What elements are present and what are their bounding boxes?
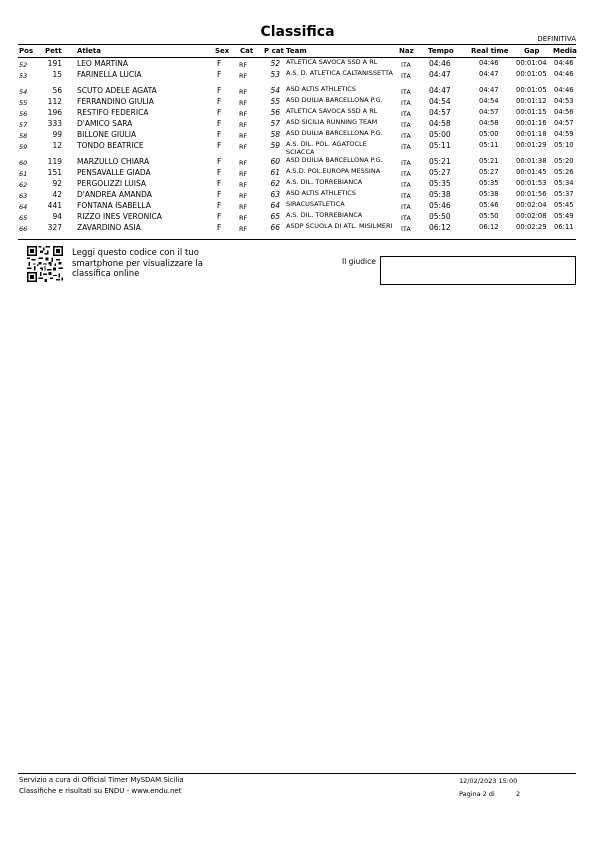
col-pcat: P cat [264, 47, 284, 55]
real-time-cell: 06:12 [479, 223, 499, 231]
athlete-cell: LEO MARTINA [77, 59, 129, 68]
gap-cell: 00:01:05 [516, 70, 547, 78]
position-cell: 60 [19, 159, 28, 167]
time-cell: 05:35 [429, 179, 451, 188]
position-cell: 54 [19, 88, 28, 96]
sex-cell: F [217, 190, 222, 199]
pace-cell: 04:59 [554, 130, 574, 138]
category-position-cell: 66 [270, 223, 280, 232]
athlete-cell: BILLONE GIULIA [77, 130, 137, 139]
table-row [0, 223, 595, 239]
qr-description: Leggi questo codice con il tuo smartphone per visualizzare la classifica online [72, 248, 203, 279]
bib-cell: 92 [52, 179, 62, 188]
category-position-cell: 57 [270, 119, 280, 128]
position-cell: 53 [19, 72, 28, 80]
position-cell: 65 [19, 214, 28, 222]
col-sex: Sex [215, 47, 230, 55]
category-cell: RF [239, 159, 248, 167]
pace-cell: 04:46 [554, 70, 574, 78]
time-cell: 05:21 [429, 157, 451, 166]
col-pett: Pett [45, 47, 62, 55]
results-table [0, 59, 595, 239]
gap-cell: 00:01:12 [516, 97, 547, 105]
category-position-cell: 55 [270, 97, 280, 106]
pace-cell: 04:57 [554, 119, 574, 127]
time-cell: 05:38 [429, 190, 451, 199]
pace-cell: 05:26 [554, 168, 574, 176]
athlete-cell: FERRANDINO GIULIA [77, 97, 154, 106]
bib-cell: 56 [52, 86, 62, 95]
athlete-cell: FONTANA ISABELLA [77, 201, 151, 210]
bib-cell: 42 [52, 190, 62, 199]
time-cell: 05:46 [429, 201, 451, 210]
sex-cell: F [217, 223, 222, 232]
gap-cell: 00:02:04 [516, 201, 547, 209]
team-cell: ASD DUILIA BARCELLONA P.G. [286, 156, 383, 164]
gap-cell: 00:01:53 [516, 179, 547, 187]
category-position-cell: 58 [270, 130, 280, 139]
sex-cell: F [217, 97, 222, 106]
category-cell: RF [239, 214, 248, 222]
position-cell: 63 [19, 192, 28, 200]
bib-cell: 15 [52, 70, 62, 79]
position-cell: 56 [19, 110, 28, 118]
pace-cell: 04:46 [554, 86, 574, 94]
col-gap: Gap [524, 47, 540, 55]
gap-cell: 00:01:29 [516, 141, 547, 149]
category-position-cell: 62 [270, 179, 280, 188]
footer-service: Servizio a cura di Official Timer MySDAM Sicilia [19, 776, 184, 784]
bib-cell: 333 [47, 119, 62, 128]
time-cell: 05:11 [429, 141, 451, 150]
category-cell: RF [239, 203, 248, 211]
bib-cell: 151 [47, 168, 62, 177]
nationality-cell: ITA [401, 88, 411, 96]
bib-cell: 196 [47, 108, 62, 117]
table-header [0, 47, 595, 57]
team-cell: A.S. DIL. TORREBIANCA [286, 211, 363, 219]
nationality-cell: ITA [401, 225, 411, 233]
col-team: Team [286, 47, 307, 55]
category-cell: RF [239, 181, 248, 189]
category-position-cell: 60 [270, 157, 280, 166]
athlete-cell: PENSAVALLE GIADA [77, 168, 151, 177]
athlete-cell: PERGOLIZZI LUISA [77, 179, 146, 188]
gap-cell: 00:01:04 [516, 59, 547, 67]
category-cell: RF [239, 88, 248, 96]
category-position-cell: 56 [270, 108, 280, 117]
category-position-cell: 64 [270, 201, 280, 210]
team-cell: A.S.D. POL.EUROPA MESSINA [286, 167, 381, 175]
athlete-cell: RESTIFO FEDERICA [77, 108, 149, 117]
pace-cell: 06:11 [554, 223, 574, 231]
athlete-cell: SCUTO ADELE AGATA [77, 86, 157, 95]
sex-cell: F [217, 108, 222, 117]
sex-cell: F [217, 130, 222, 139]
position-cell: 59 [19, 143, 28, 151]
athlete-cell: MARZULLO CHIARA [77, 157, 150, 166]
time-cell: 04:47 [429, 86, 451, 95]
sex-cell: F [217, 157, 222, 166]
pace-cell: 05:49 [554, 212, 574, 220]
category-cell: RF [239, 143, 248, 151]
category-position-cell: 53 [270, 70, 280, 79]
pace-cell: 04:46 [554, 59, 574, 67]
nationality-cell: ITA [401, 203, 411, 211]
team-cell: ASD DUILIA BARCELLONA P.G. [286, 129, 383, 137]
gap-cell: 00:01:38 [516, 157, 547, 165]
real-time-cell: 05:00 [479, 130, 499, 138]
bib-cell: 191 [47, 59, 62, 68]
sex-cell: F [217, 179, 222, 188]
category-cell: RF [239, 99, 248, 107]
category-cell: RF [239, 170, 248, 178]
real-time-cell: 04:47 [479, 70, 499, 78]
gap-cell: 00:01:05 [516, 86, 547, 94]
real-time-cell: 05:46 [479, 201, 499, 209]
position-cell: 52 [19, 61, 28, 69]
team-cell: A.S. D. ATLETICA CALTANISSETTA [286, 69, 393, 77]
col-cat: Cat [240, 47, 254, 55]
nationality-cell: ITA [401, 61, 411, 69]
bib-cell: 327 [47, 223, 62, 232]
real-time-cell: 04:54 [479, 97, 499, 105]
nationality-cell: ITA [401, 159, 411, 167]
gap-cell: 00:01:56 [516, 190, 547, 198]
gap-cell: 00:02:29 [516, 223, 547, 231]
nationality-cell: ITA [401, 72, 411, 80]
position-cell: 61 [19, 170, 28, 178]
bib-cell: 441 [47, 201, 62, 210]
status-label: DEFINITIVA [537, 35, 576, 43]
bib-cell: 112 [47, 97, 62, 106]
col-tempo: Tempo [428, 47, 454, 55]
category-position-cell: 61 [270, 168, 280, 177]
position-cell: 64 [19, 203, 28, 211]
position-cell: 66 [19, 225, 28, 233]
team-cell: ASD ALTIS ATHLETICS [286, 85, 356, 93]
category-cell: RF [239, 132, 248, 140]
real-time-cell: 05:11 [479, 141, 499, 149]
real-time-cell: 05:27 [479, 168, 499, 176]
category-cell: RF [239, 110, 248, 118]
sex-cell: F [217, 168, 222, 177]
top-divider [18, 44, 576, 45]
real-time-cell: 05:50 [479, 212, 499, 220]
sex-cell: F [217, 212, 222, 221]
team-cell: ASD DUILIA BARCELLONA P.G. [286, 96, 383, 104]
pace-cell: 05:20 [554, 157, 574, 165]
footer-datetime: 12/02/2023 15:00 [459, 777, 518, 785]
sex-cell: F [217, 119, 222, 128]
time-cell: 04:46 [429, 59, 451, 68]
category-position-cell: 65 [270, 212, 280, 221]
pace-cell: 05:37 [554, 190, 574, 198]
bib-cell: 99 [52, 130, 62, 139]
bottom-divider [18, 239, 576, 240]
nationality-cell: ITA [401, 132, 411, 140]
page-title: Classifica [260, 24, 335, 40]
sex-cell: F [217, 59, 222, 68]
real-time-cell: 05:38 [479, 190, 499, 198]
athlete-cell: RIZZO INES VERONICA [77, 212, 162, 221]
athlete-cell: ZAVARDINO ASIA [77, 223, 141, 232]
pace-cell: 05:34 [554, 179, 574, 187]
sex-cell: F [217, 141, 222, 150]
real-time-cell: 05:21 [479, 157, 499, 165]
category-cell: RF [239, 192, 248, 200]
judge-label: Il giudice [342, 257, 376, 266]
gap-cell: 00:02:08 [516, 212, 547, 220]
gap-cell: 00:01:16 [516, 119, 547, 127]
nationality-cell: ITA [401, 170, 411, 178]
bib-cell: 119 [47, 157, 62, 166]
nationality-cell: ITA [401, 99, 411, 107]
team-cell: A.S. DIL. TORREBIANCA [286, 178, 363, 186]
time-cell: 05:27 [429, 168, 451, 177]
time-cell: 04:57 [429, 108, 451, 117]
real-time-cell: 04:58 [479, 119, 499, 127]
sex-cell: F [217, 86, 222, 95]
sex-cell: F [217, 201, 222, 210]
pace-cell: 04:53 [554, 97, 574, 105]
nationality-cell: ITA [401, 181, 411, 189]
footer-page-total: 2 [516, 790, 521, 798]
time-cell: 04:47 [429, 70, 451, 79]
col-pos: Pos [19, 47, 34, 55]
gap-cell: 00:01:45 [516, 168, 547, 176]
athlete-cell: D'ANDREA AMANDA [77, 190, 152, 199]
bib-cell: 12 [52, 141, 62, 150]
sex-cell: F [217, 70, 222, 79]
team-cell: ATLETICA SAVOCA SSD A RL [286, 58, 378, 66]
table-row [0, 70, 595, 86]
category-cell: RF [239, 225, 248, 233]
category-cell: RF [239, 61, 248, 69]
judge-signature-box [380, 256, 576, 285]
team-cell: SIRACUSATLETICA [286, 200, 345, 208]
time-cell: 04:54 [429, 97, 451, 106]
athlete-cell: FARINELLA LUCIA [77, 70, 142, 79]
pace-cell: 05:45 [554, 201, 574, 209]
gap-cell: 00:01:15 [516, 108, 547, 116]
table-row [0, 141, 595, 157]
footer-page-label: Pagina 2 di [459, 790, 495, 798]
category-cell: RF [239, 72, 248, 80]
nationality-cell: ITA [401, 192, 411, 200]
real-time-cell: 05:35 [479, 179, 499, 187]
team-cell: ASD SICILIA RUNNING TEAM [286, 118, 378, 126]
position-cell: 57 [19, 121, 28, 129]
real-time-cell: 04:47 [479, 86, 499, 94]
athlete-cell: TONDO BEATRICE [77, 141, 144, 150]
team-cell: A.S. DIL. POL. AGATOCLE SCIACCA [286, 140, 367, 156]
team-cell: ATLETICA SAVOCA SSD A RL [286, 107, 378, 115]
footer-website: Classifiche e risultati su ENDU - www.endu.net [19, 787, 182, 795]
col-naz: Naz [399, 47, 414, 55]
category-position-cell: 63 [270, 190, 280, 199]
nationality-cell: ITA [401, 214, 411, 222]
footer-divider [18, 773, 576, 774]
nationality-cell: ITA [401, 121, 411, 129]
position-cell: 58 [19, 132, 28, 140]
time-cell: 04:58 [429, 119, 451, 128]
nationality-cell: ITA [401, 143, 411, 151]
time-cell: 06:12 [429, 223, 451, 232]
real-time-cell: 04:46 [479, 59, 499, 67]
pace-cell: 04:56 [554, 108, 574, 116]
time-cell: 05:00 [429, 130, 451, 139]
col-athlete: Atleta [77, 47, 101, 55]
category-cell: RF [239, 121, 248, 129]
bib-cell: 94 [52, 212, 62, 221]
qr-code-icon[interactable] [27, 246, 63, 282]
team-cell: ASDP SCUOLA DI ATL. MISILMERI [286, 222, 393, 230]
real-time-cell: 04:57 [479, 108, 499, 116]
category-position-cell: 59 [270, 141, 280, 150]
col-real-time: Real time [471, 47, 509, 55]
time-cell: 05:50 [429, 212, 451, 221]
category-position-cell: 52 [270, 59, 280, 68]
gap-cell: 00:01:18 [516, 130, 547, 138]
position-cell: 62 [19, 181, 28, 189]
category-position-cell: 54 [270, 86, 280, 95]
position-cell: 55 [19, 99, 28, 107]
col-media: Media [553, 47, 577, 55]
pace-cell: 05:10 [554, 141, 574, 149]
athlete-cell: D'AMICO SARA [77, 119, 133, 128]
nationality-cell: ITA [401, 110, 411, 118]
team-cell: ASD ALTIS ATHLETICS [286, 189, 356, 197]
